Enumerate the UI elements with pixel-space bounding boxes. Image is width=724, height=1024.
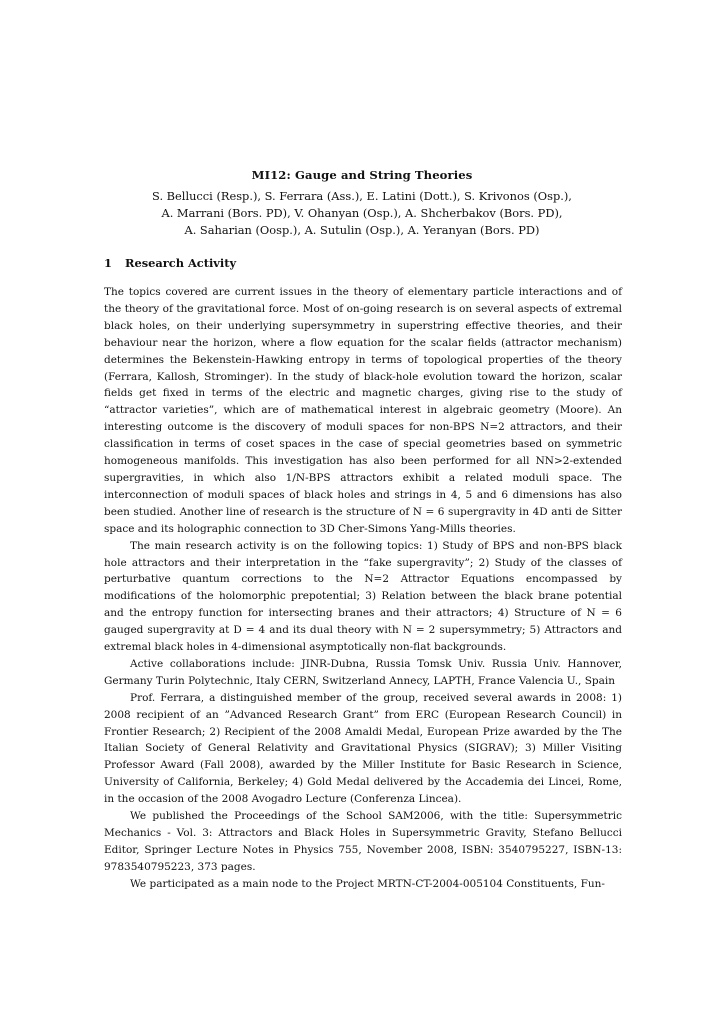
author-line: A. Marrani (Bors. PD), V. Ohanyan (Osp.), A. Shcherbakov (Bors. PD), <box>161 205 563 220</box>
body-paragraph: The main research activity is on the following topics: 1) Study of BPS and non-BPS black hole attractors and their interpretation in the “fake supergravity”; 2) Study of the classes of perturbative quantum corrections to the N=2 Attractor Equations encompassed by modifications of the holomorphic prepotential; 3) Relation between the black brane potential and the entropy function for intersecting branes and their attractors; 4) Structure of N = 6 gauged supergravity at D = 4 and its dual theory with N = 2 supersymmetry; 5) Attractors and extremal black holes in 4-dimensional asymptotically non-flat backgrounds. <box>104 539 622 654</box>
document-title: MI12: Gauge and String Theories <box>251 168 473 182</box>
body-paragraph: We participated as a main node to the Project MRTN-CT-2004-005104 Constituents, Fun- <box>130 877 605 890</box>
body-paragraph: Active collaborations include: JINR-Dubna, Russia Tomsk Univ. Russia Univ. Hannover, Germany Turin Polytechnic, Italy CERN, Switzerland Annecy, LAPTH, France Valencia U., Spain <box>104 657 622 687</box>
document-header <box>0 167 724 238</box>
section-number: 1 <box>104 256 112 270</box>
author-line: S. Bellucci (Resp.), S. Ferrara (Ass.), E. Latini (Dott.), S. Krivonos (Osp.), <box>152 189 572 203</box>
section-title: Research Activity <box>125 256 237 270</box>
body-paragraph: Prof. Ferrara, a distinguished member of the group, received several awards in 2008: 1) 2008 recipient of an ”Advanced Research Grant” from ERC (European Research Council) in Frontier Research; 2) Recipient of the 2008 Amaldi Medal, European Prize awarded by the The Italian Society of General Relativity and Gravitational Physics (SIGRAV); 3) Miller Visiting Professor Award (Fall 2008), awarded by the Miller Institute for Basic Research in Science, University of California, Berkeley; 4) Gold Medal delivered by the Accademia dei Lincei, Rome, in the occasion of the 2008 Avogadro Lecture (Conferenza Lincea). <box>104 691 622 806</box>
body-paragraph: We published the Proceedings of the School SAM2006, with the title: Supersymmetric Mechanics - Vol. 3: Attractors and Black Holes in Supersymmetric Gravity, Stefano Bellucci Editor, Springer Lecture Notes in Physics 755, November 2008, ISBN: 3540795227, ISBN-13: 9783540795223, 373 pages. <box>104 810 622 873</box>
body-paragraph: The topics covered are current issues in the theory of elementary particle interactions and of the theory of the gravitational force. Most of on-going research is on several aspects of extremal black holes, on their underlying supersymmetry in superstring effective theories, and their behaviour near the horizon, where a flow equation for the scalar fields (attractor mechanism) determines the Bekenstein-Hawking entropy in terms of topological properties of the theory (Ferrara, Kallosh, Strominger). In the study of black-hole evolution toward the horizon, scalar fields get fixed in terms of the electric and magnetic charges, giving rise to the study of “attractor varieties”, which are of mathematical interest in algebraic geometry (Moore). An interesting outcome is the discovery of moduli spaces for non-BPS N=2 attractors, and their classification in terms of coset spaces in the case of special geometries based on symmetric homogeneous manifolds. This investigation has also been performed for all NN>2-extended supergravities, in which also 1/N-BPS attractors exhibit a related moduli space. The interconnection of moduli spaces of black holes and strings in 4, 5 and 6 dimensions has also been studied. Another line of research is the structure of N = 6 supergravity in 4D anti de Sitter space and its holographic connection to 3D Cher-Simons Yang-Mills theories. <box>104 286 622 535</box>
section-heading <box>104 255 622 272</box>
author-line: A. Saharian (Oosp.), A. Sutulin (Osp.), A. Yeranyan (Bors. PD) <box>184 222 540 237</box>
research-activity-section <box>104 255 622 893</box>
